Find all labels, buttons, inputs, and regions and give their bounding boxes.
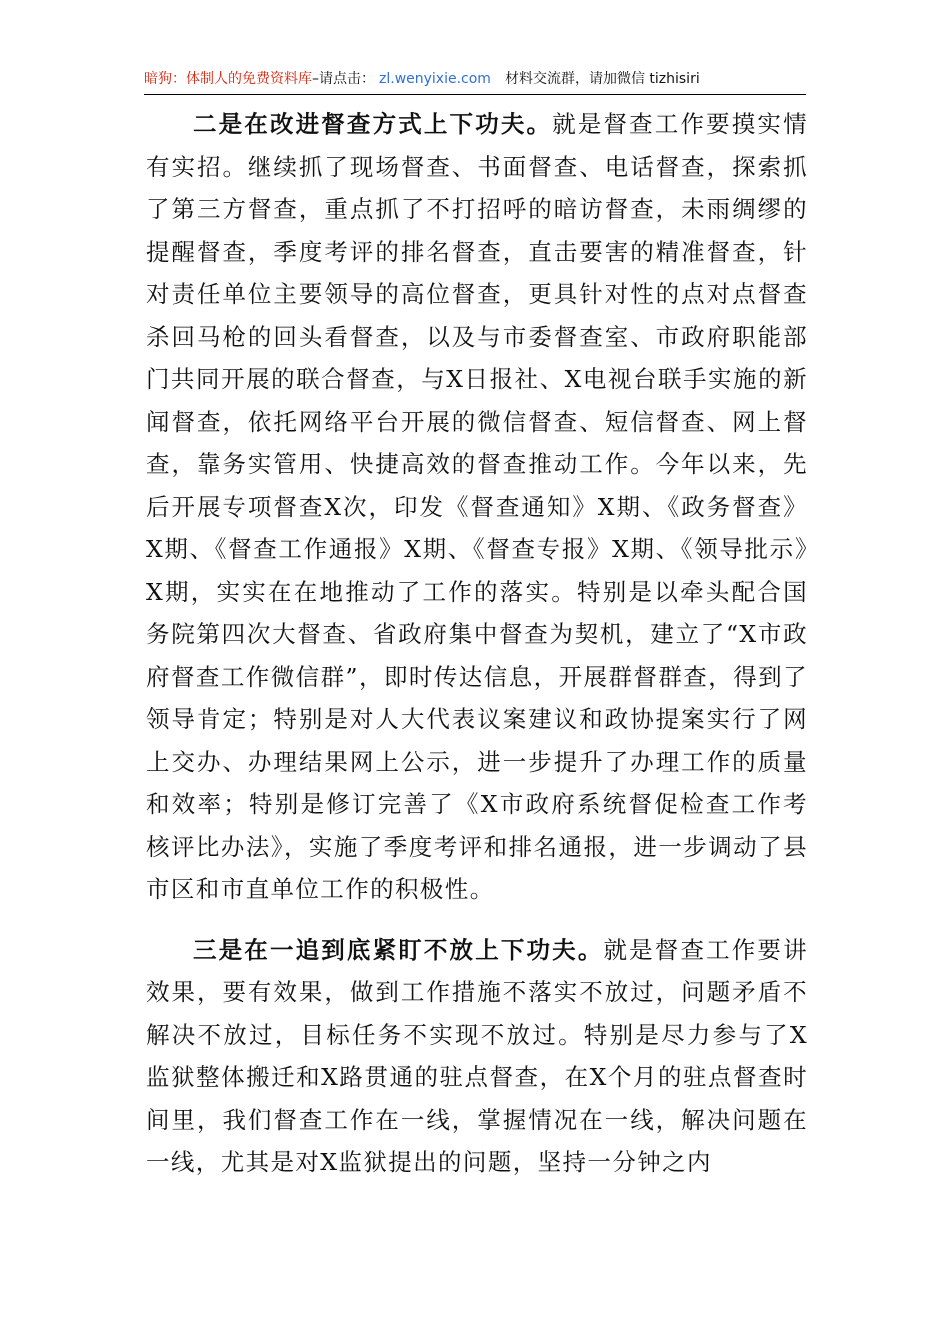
header-url-link[interactable]: zl.wenyixie.com	[379, 71, 491, 87]
header-contact: 材料交流群，请加微信 tizhisiri	[504, 71, 700, 87]
document-body	[146, 103, 808, 1184]
paragraph-lead-heading: 二是在改进督查方式上下功夫。	[193, 110, 553, 138]
paragraph-lead-heading: 三是在一追到底紧盯不放上下功夫。	[193, 935, 604, 964]
page-header	[144, 66, 806, 92]
paragraph-body-text: 就是督查工作要摸实情有实招。继续抓了现场督查、书面督查、电话督查，探索抓了第三方督查，重点抓了不打招呼的暗访督查，未雨绸缪的提醒督查，季度考评的排名督查，直击要害的精准督查，针对责任单位主要领导的高位督查，更具针对性的点对点督查杀回马枪的回头看督查，以及与市委督查室、市政府职能部门共同开展的联合督查，与X日报社、X电视台联手实施的新闻督查，依托网络平台开展的微信督查、短信督查、网上督查，靠务实管用、快捷高效的督查推动工作。今年以来，先后开展专项督查X次，印发《督查通知》X期、《政务督查》X期、《督查工作通报》X期、《督查专报》X期、《领导批示》X期，实实在在地推动了工作的落实。特别是以牵头配合国务院第四次大督查、省政府集中督查为契机，建立了“X市政府督查工作微信群”，即时传达信息，开展群督群查，得到了领导肯定；特别是对人大代表议案建议和政协提案实行了网上交办、办理结果网上公示，进一步提升了办理工作的质量和效率；特别是修订完善了《X市政府系统督促检查工作考核评比办法》，实施了季度考评和排名通报，进一步调动了县市区和市直单位工作的积极性。	[146, 110, 808, 903]
header-prompt: –请点击：	[312, 71, 375, 87]
paragraph-body-text: 就是督查工作要讲效果，要有效果，做到工作措施不落实不放过，问题矛盾不解决不放过，目标任务不实现不放过。特别是尽力参与了X监狱整体搬迁和X路贯通的驻点督查，在X个月的驻点督查时间里，我们督查工作在一线，掌握情况在一线，解决问题在一线，尤其是对X监狱提出的问题，坚持一分钟之内	[146, 935, 808, 1176]
header-divider	[144, 94, 806, 95]
header-brand: 暗狗：体制人的免费资料库	[144, 71, 312, 87]
paragraph-improve-inspection-methods	[146, 103, 808, 911]
paragraph-follow-through	[146, 929, 808, 1184]
